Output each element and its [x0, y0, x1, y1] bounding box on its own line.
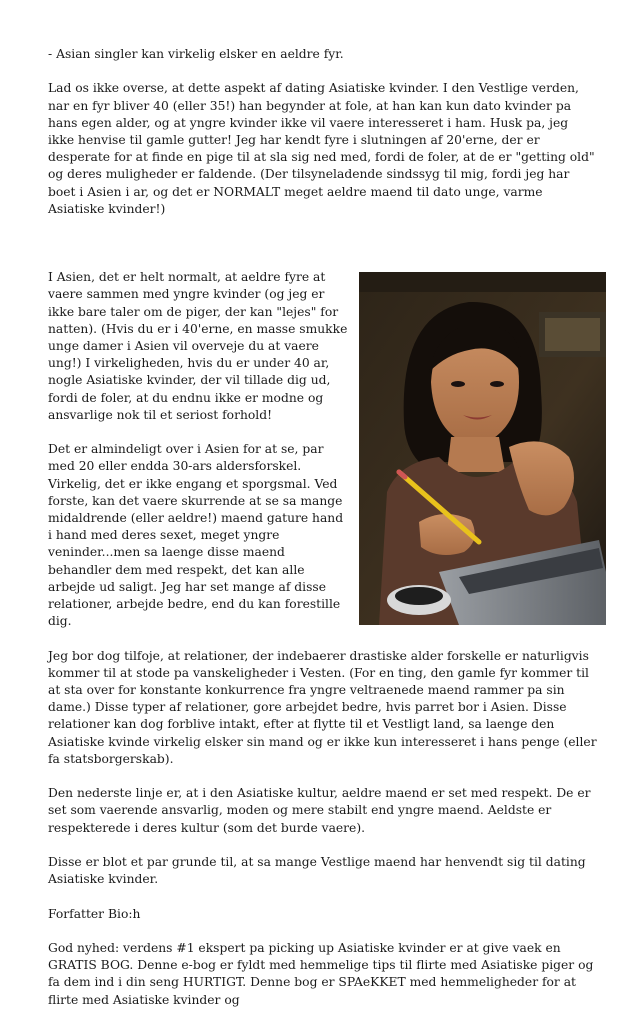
paragraph-2: I Asien, det er helt normalt, at aeldre fyre at vaere sammen med yngre kvinder (og jeg er ikke bare taler om de piger, der kan "lejes" for natten). (Hvis du er i 40'erne, en masse smukke unge damer i Asien vil overveje du at vaere ung!) I virkeligheden, hvis du er under 40 ar, nogle Asiatiske kvinder, der vil tillade dig ud, fordi de foler, at du endnu ikke er modne og ansvarlige nok til et seriost forhold!	[48, 270, 348, 422]
spacer	[48, 235, 598, 269]
author-bio-heading: Forfatter Bio:h	[48, 906, 141, 921]
photo-illustration	[359, 272, 606, 625]
paragraph-6: Disse er blot et par grunde til, at sa mange Vestlige maend har henvendt sig til dating Asiatiske kvinder.	[48, 855, 586, 887]
paragraph-7: God nyhed: verdens #1 ekspert pa picking up Asiatiske kvinder er at give vaek en GRATIS BOG. Denne e-bog er fyldt med hemmelige tips til flirte med Asiatiske piger og fa dem ind i din seng HURTIGT. Denne bog er SPAeKKET med hemmeligheder for at flirte med Asiatiske kvinder og	[48, 941, 594, 1007]
paragraph-1: Lad os ikke overse, at dette aspekt af dating Asiatiske kvinder. I den Vestlige verden, nar en fyr bliver 40 (eller 35!) han begynder at fole, at han kan kun dato kvinder pa hans egen alder, og at yngre kvinder ikke vil vaere interesseret i ham. Husk pa, jeg ikke henvise til gamle gutter! Jeg har kendt fyre i slutningen af 20'erne, der er desperate for at finde en pige til at sla sig ned med, fordi de foler, at de er "getting old" og deres muligheder er faldende. (Der tilsyneladende sindssyg til mig, fordi jeg har boet i Asien i ar, og det er NORMALT meget aeldre maend til dato unge, varme Asiatiske kvinder!)	[48, 81, 595, 216]
paragraph-3: Det er almindeligt over i Asien for at se, par med 20 eller endda 30-ars aldersforskel. Virkelig, det er ikke engang et sporgsmal. Ved forste, kan det vaere skurrende at se sa mange midaldrende (eller aeldre!) maend gature hand i hand med deres sexet, meget yngre veninder...men sa laenge disse maend behandler dem med respekt, det kan alle arbejde ud saligt. Jeg har set mange af disse relationer, arbejde bedre, end du kan forestille dig.	[48, 442, 344, 629]
paragraph-4: Jeg bor dog tilfoje, at relationer, der indebaerer drastiske alder forskelle er naturligvis kommer til at stode pa vanskeligheder i Vesten. (For en ting, den gamle fyr kommer til at sta over for konstante konkurrence fra yngre veltraenede maend rammer pa sin dame.) Disse typer af relationer, gore arbejdet bedre, hvis parret bor i Asien. Disse relationer kan dog forblive intakt, efter at flytte til et Vestligt land, sa laenge den Asiatiske kvinde virkelig elsker sin mand og er ikke kun interesseret i hans penge (eller fa statsborgerskab).	[48, 648, 597, 766]
woman-with-laptop-photo	[359, 272, 606, 625]
intro-line: - Asian singler kan virkelig elsker en aeldre fyr.	[48, 47, 344, 61]
paragraph-5: Den nederste linje er, at i den Asiatiske kultur, aeldre maend er set med respekt. De er set som vaerende ansvarlig, moden og mere stabilt end yngre maend. Aeldste er respekterede i deres kultur (som det burde vaere).	[48, 786, 591, 835]
